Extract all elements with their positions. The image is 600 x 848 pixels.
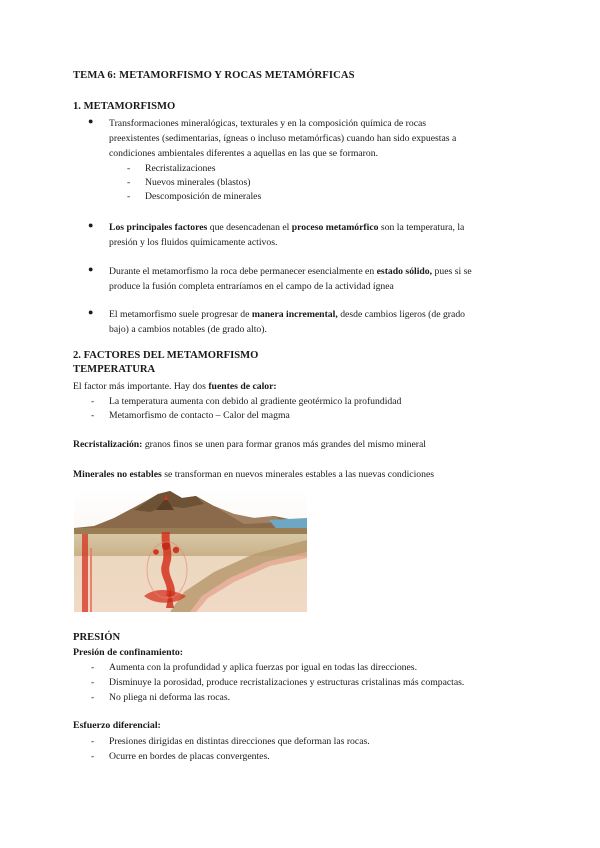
sub-item-text: Nuevos minerales (blastos) [145, 177, 251, 188]
section-heading-factores: 2. FACTORES DEL METAMORFISMO [73, 350, 259, 361]
sub-item-text: Recristalizaciones [145, 163, 216, 174]
list-item-text: Ocurre en bordes de placas convergentes. [109, 751, 270, 762]
text-line: presión y los fluidos químicamente activos. [109, 237, 278, 248]
list-item-text: No pliega ni deforma las rocas. [109, 692, 231, 703]
bullet-icon: ● [88, 307, 94, 317]
bold-text: proceso metamórfico [291, 222, 379, 233]
bold-text: manera incremental, [251, 309, 338, 320]
list-item-text: Disminuye la porosidad, produce recristalizaciones y estructuras cristalinas más compactas. [109, 677, 465, 688]
text-line: preexistentes (sedimentarias, ígneas o incluso metamórficas) cuando han sido expuestas a [109, 133, 457, 144]
text-line: Transformaciones mineralógicas, texturales y en la composición química de rocas [109, 118, 427, 129]
bullet-text [109, 220, 539, 250]
list-item-text: Presiones dirigidas en distintas direcciones que deforman las rocas. [109, 736, 370, 747]
subheading-esfuerzo-diferencial: Esfuerzo diferencial: [73, 720, 161, 731]
bold-text: estado sólido, [376, 266, 433, 277]
list-item: - Disminuye la porosidad, produce recristalizaciones y estructuras cristalinas más compactas. [91, 677, 465, 688]
subduction-diagram-image [74, 488, 307, 612]
sub-list-item: - Recristalizaciones [127, 163, 216, 174]
text: desde cambios ligeros (de grado [337, 309, 466, 320]
text: pues si se [432, 266, 472, 277]
bold-text: Minerales no estables [73, 469, 162, 480]
list-item: - La temperatura aumenta con debido al gradiente geotérmico la profundidad [91, 396, 402, 407]
bold-text: Los principales factores [109, 222, 208, 233]
text-line [109, 307, 539, 322]
intro-paragraph [73, 380, 277, 394]
bullet-text [109, 307, 539, 337]
bullet-text [109, 116, 539, 161]
text-line: condiciones ambientales diferentes a aquellas en las que se formaron. [109, 148, 378, 159]
text: que desencadenan el [207, 222, 292, 233]
list-item: - No pliega ni deforma las rocas. [91, 692, 231, 703]
bullet-icon: ● [88, 116, 94, 126]
list-item-text: La temperatura aumenta con debido al gradiente geotérmico la profundidad [109, 396, 402, 407]
minerales-paragraph [73, 468, 434, 482]
sub-list-item: - Nuevos minerales (blastos) [127, 177, 251, 188]
text: son la temperatura, la [378, 222, 465, 233]
sub-item-text: Descomposición de minerales [145, 191, 262, 202]
list-item: - Presiones dirigidas en distintas direcciones que deforman las rocas. [91, 736, 370, 747]
text-line [109, 264, 539, 279]
subheading-temperatura: TEMPERATURA [73, 364, 156, 375]
page-title: TEMA 6: METAMORFISMO Y ROCAS METAMÓRFICAS [73, 70, 355, 81]
subheading-presion-confinamiento: Presión de confinamiento: [73, 647, 184, 658]
bullet-icon: ● [88, 220, 94, 230]
text: El metamorfismo suele progresar de [109, 309, 252, 320]
bold-text: fuentes de calor: [208, 381, 277, 392]
text: se transforman en nuevos minerales estables a las nuevas condiciones [161, 469, 435, 480]
subheading-presion: PRESIÓN [73, 632, 121, 643]
text: granos finos se unen para formar granos más grandes del mismo mineral [142, 439, 426, 450]
bullet-text [109, 264, 539, 294]
list-item: - Metamorfismo de contacto – Calor del magma [91, 410, 290, 421]
text: El factor más importante. Hay dos [73, 381, 209, 392]
list-item-text: Aumenta con la profundidad y aplica fuerzas por igual en todas las direcciones. [109, 662, 418, 673]
recristalizacion-paragraph [73, 438, 426, 452]
list-item: - Ocurre en bordes de placas convergentes. [91, 751, 270, 762]
list-item: - Aumenta con la profundidad y aplica fuerzas por igual en todas las direcciones. [91, 662, 418, 673]
bold-text: Recristalización: [73, 439, 143, 450]
text-line: produce la fusión completa entraríamos en el campo de la actividad ígnea [109, 281, 394, 292]
text-line: bajo) a cambios notables (de grado alto). [109, 324, 267, 335]
section-heading-metamorfismo: 1. METAMORFISMO [73, 101, 176, 112]
list-item-text: Metamorfismo de contacto – Calor del magma [109, 410, 290, 421]
bullet-icon: ● [88, 264, 94, 274]
sub-list-item: - Descomposición de minerales [127, 191, 262, 202]
text-line [109, 220, 539, 235]
text: Durante el metamorfismo la roca debe permanecer esencialmente en [109, 266, 377, 277]
